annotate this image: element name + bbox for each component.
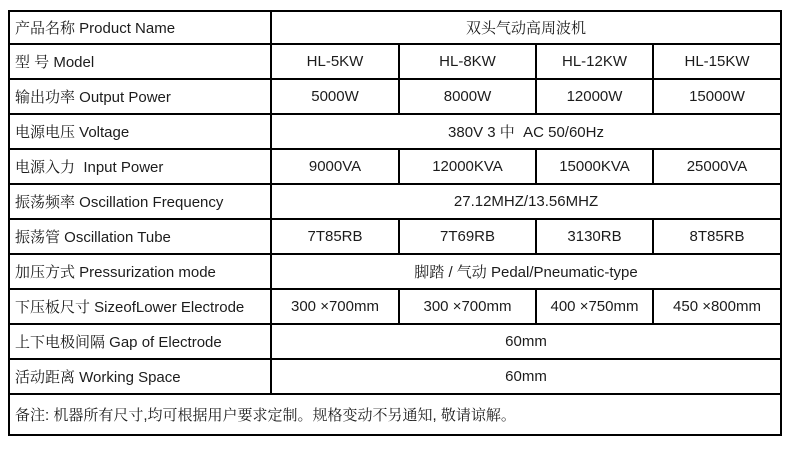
row-label-working-space: 活动距离 Working Space bbox=[9, 359, 271, 394]
row-oscillation-frequency bbox=[9, 184, 781, 219]
value-input-power-4: 25000VA bbox=[653, 149, 781, 184]
row-oscillation-tube bbox=[9, 219, 781, 254]
value-output-power-2: 8000W bbox=[399, 79, 536, 114]
row-label-model: 型 号 Model bbox=[9, 44, 271, 79]
value-model-1: HL-5KW bbox=[271, 44, 399, 79]
value-oscillation-tube-4: 8T85RB bbox=[653, 219, 781, 254]
row-input-power bbox=[9, 149, 781, 184]
row-label-oscillation-tube: 振荡管 Oscillation Tube bbox=[9, 219, 271, 254]
row-label-voltage: 电源电压 Voltage bbox=[9, 114, 271, 149]
value-product-name: 双头气动高周波机 bbox=[271, 11, 781, 44]
value-lower-electrode-size-3: 400 ×750mm bbox=[536, 289, 653, 324]
value-oscillation-tube-3: 3130RB bbox=[536, 219, 653, 254]
row-label-pressurization-mode: 加压方式 Pressurization mode bbox=[9, 254, 271, 289]
value-lower-electrode-size-1: 300 ×700mm bbox=[271, 289, 399, 324]
value-oscillation-tube-1: 7T85RB bbox=[271, 219, 399, 254]
row-output-power bbox=[9, 79, 781, 114]
value-output-power-4: 15000W bbox=[653, 79, 781, 114]
row-label-oscillation-frequency: 振荡频率 Oscillation Frequency bbox=[9, 184, 271, 219]
row-label-lower-electrode-size: 下压板尺寸 SizeofLower Electrode bbox=[9, 289, 271, 324]
value-model-4: HL-15KW bbox=[653, 44, 781, 79]
value-input-power-2: 12000KVA bbox=[399, 149, 536, 184]
product-spec-table bbox=[8, 10, 782, 436]
row-label-input-power: 电源入力 Input Power bbox=[9, 149, 271, 184]
value-model-2: HL-8KW bbox=[399, 44, 536, 79]
note-cell: 备注: 机器所有尺寸,均可根据用户要求定制。规格变动不另通知, 敬请谅解。 bbox=[9, 394, 781, 435]
row-label-electrode-gap: 上下电极间隔 Gap of Electrode bbox=[9, 324, 271, 359]
value-lower-electrode-size-4: 450 ×800mm bbox=[653, 289, 781, 324]
row-label-output-power: 输出功率 Output Power bbox=[9, 79, 271, 114]
row-working-space bbox=[9, 359, 781, 394]
value-output-power-3: 12000W bbox=[536, 79, 653, 114]
row-label-product-name: 产品名称 Product Name bbox=[9, 11, 271, 44]
row-note bbox=[9, 394, 781, 435]
value-output-power-1: 5000W bbox=[271, 79, 399, 114]
value-model-3: HL-12KW bbox=[536, 44, 653, 79]
value-lower-electrode-size-2: 300 ×700mm bbox=[399, 289, 536, 324]
value-oscillation-frequency: 27.12MHZ/13.56MHZ bbox=[271, 184, 781, 219]
value-electrode-gap: 60mm bbox=[271, 324, 781, 359]
value-voltage: 380V 3 中 AC 50/60Hz bbox=[271, 114, 781, 149]
row-product-name bbox=[9, 11, 781, 44]
row-electrode-gap bbox=[9, 324, 781, 359]
row-voltage bbox=[9, 114, 781, 149]
value-oscillation-tube-2: 7T69RB bbox=[399, 219, 536, 254]
row-lower-electrode-size bbox=[9, 289, 781, 324]
value-input-power-1: 9000VA bbox=[271, 149, 399, 184]
row-model bbox=[9, 44, 781, 79]
value-working-space: 60mm bbox=[271, 359, 781, 394]
value-input-power-3: 15000KVA bbox=[536, 149, 653, 184]
value-pressurization-mode: 脚踏 / 气动 Pedal/Pneumatic-type bbox=[271, 254, 781, 289]
row-pressurization-mode bbox=[9, 254, 781, 289]
